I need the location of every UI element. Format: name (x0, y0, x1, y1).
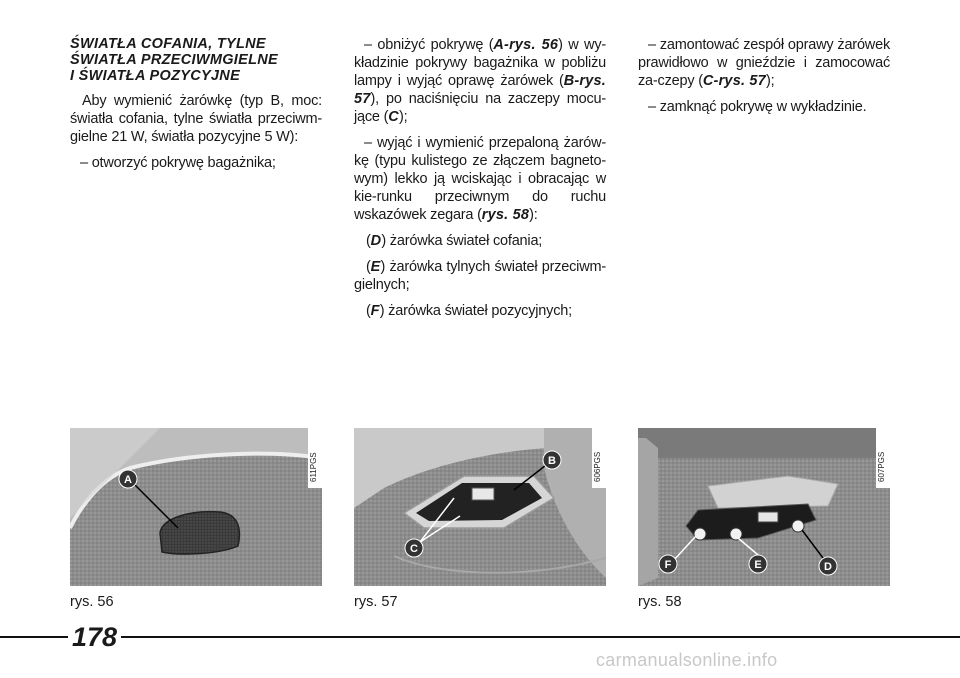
bulb-item-e: (E) żarówka tylnych świateł przeciwm-gielnych; (354, 259, 606, 293)
figure-58 (638, 428, 890, 586)
ref-b-fig57: B-rys. 57 (354, 73, 606, 107)
caption-fig58: rys. 58 (638, 594, 682, 610)
watermark: carmanualsonline.info (596, 650, 778, 670)
step-close-cover: – zamknąć pokrywę w wykładzinie. (648, 99, 867, 115)
title-line-2: ŚWIATŁA PRZECIWMGIELNE (70, 52, 278, 68)
section-title (70, 36, 322, 84)
caption-fig57: rys. 57 (354, 594, 398, 610)
title-line-1: ŚWIATŁA COFANIA, TYLNE (70, 36, 266, 52)
svg-text:E: E (754, 559, 762, 571)
svg-text:D: D (824, 561, 832, 573)
footer-rule (0, 636, 960, 638)
step-lower-cover: – obniżyć pokrywę (A-rys. 56) w wy-kładzinie pokrywy bagażnika w pobliżu lampy i wyjąć oprawę żarówek (B-rys. 57), po naciśnięciu na zaczepy mocu-jące (C); (354, 37, 606, 125)
ref-fig58: rys. 58 (481, 207, 530, 223)
intro-paragraph: Aby wymienić żarówkę (typ B, moc: światła cofania, tylne światła przeciwm-gielne 21 W, światła pozycyjne 5 W): (70, 93, 322, 145)
ref-c: C (388, 109, 399, 125)
ref-a-fig56: A-rys. 56 (493, 37, 559, 53)
figure-code: 607PGS (876, 428, 890, 488)
figure-code: 606PGS (592, 428, 606, 488)
column-1 (70, 36, 322, 180)
step-replace-bulb: – wyjąć i wymienić przepaloną żarów-kę (typu kulistego ze złączem bagneto-wym) lekko ją wciskając i obracając w kie-runku przeciwnym do ruchu wskazówek zegara (rys. 58): (354, 135, 606, 223)
step-open-trunk: – otworzyć pokrywę bagażnika; (80, 155, 276, 171)
svg-text:C: C (410, 543, 418, 555)
bulb-item-d: (D) żarówka świateł cofania; (366, 233, 543, 249)
figure-56 (70, 428, 322, 586)
svg-text:A: A (124, 474, 132, 486)
bulb-item-f: (F) żarówka świateł pozycyjnych; (366, 303, 572, 319)
svg-text:B: B (548, 455, 556, 467)
svg-text:F: F (664, 559, 672, 571)
title-line-3: I ŚWIATŁA POZYCYJNE (70, 68, 241, 84)
step-mount-assembly: – zamontować zespół oprawy żarówek prawidłowo w gnieździe i zamocować za-czepy (C-rys. 57); (638, 37, 890, 89)
page-number: 178 (68, 622, 121, 653)
caption-fig56: rys. 56 (70, 594, 114, 610)
ref-c-fig57: C-rys. 57 (702, 73, 766, 89)
column-2 (354, 36, 606, 328)
figure-code: 611PGS (308, 428, 322, 488)
column-3 (638, 36, 890, 124)
figure-57 (354, 428, 606, 586)
